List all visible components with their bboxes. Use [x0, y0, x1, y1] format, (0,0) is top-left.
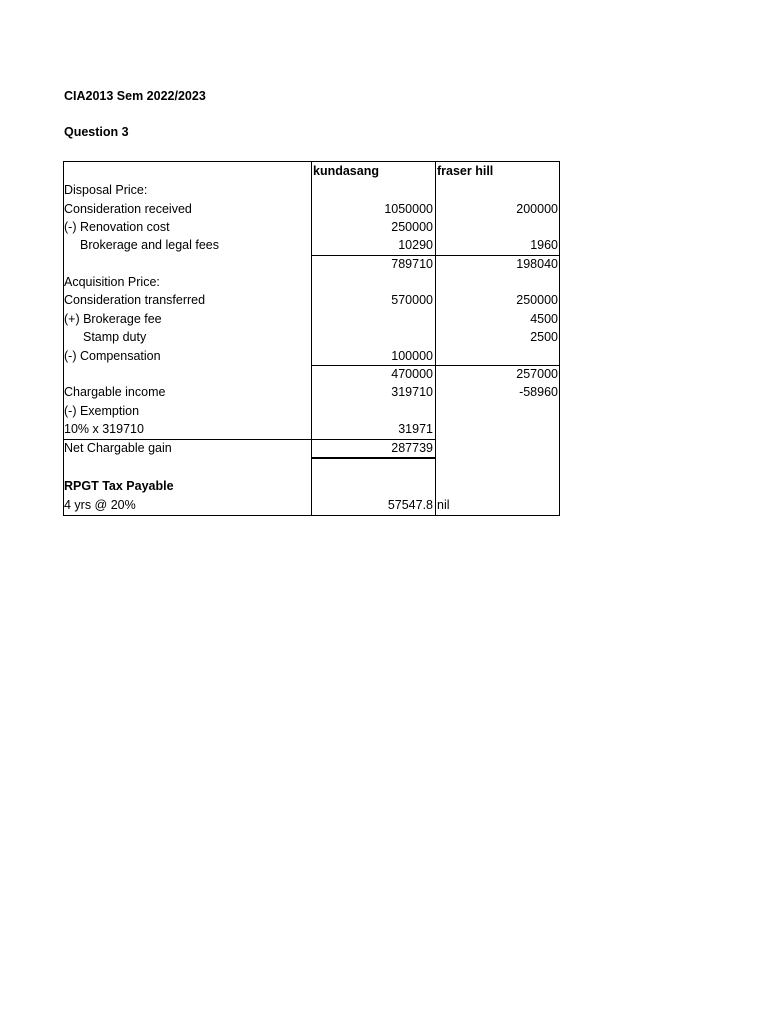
- kundasang-value: 57547.8: [387, 498, 433, 512]
- kundasang-value: 1050000: [384, 202, 433, 216]
- kundasang-value: 31971: [398, 422, 433, 436]
- row-label: RPGT Tax Payable: [64, 479, 174, 493]
- fraser-hill-value: 198040: [516, 257, 558, 271]
- fraser-hill-value: 4500: [530, 312, 558, 326]
- table-row: [64, 218, 559, 236]
- row-label: 10% x 319710: [64, 422, 144, 436]
- table-row: [64, 273, 559, 291]
- row-label: (-) Compensation: [64, 349, 161, 363]
- kundasang-value: 250000: [391, 220, 433, 234]
- page-title: CIA2013 Sem 2022/2023: [64, 89, 206, 103]
- table-row: [64, 365, 559, 383]
- table-row: [64, 383, 559, 401]
- table-row: [64, 402, 559, 420]
- row-label: Chargable income: [64, 385, 166, 399]
- row-label: (-) Renovation cost: [64, 220, 170, 234]
- column-header-kundasang: kundasang: [313, 164, 379, 178]
- row-label: Brokerage and legal fees: [80, 238, 219, 252]
- kundasang-value: 470000: [391, 367, 433, 381]
- fraser-hill-value: 200000: [516, 202, 558, 216]
- total-rule-net-gain: [311, 457, 435, 459]
- rpgt-computation-table: [63, 161, 560, 516]
- kundasang-value: 287739: [391, 441, 433, 455]
- kundasang-value: 570000: [391, 293, 433, 307]
- row-label: (+) Brokerage fee: [64, 312, 162, 326]
- row-label: Net Chargable gain: [64, 441, 172, 455]
- question-heading: Question 3: [64, 125, 129, 139]
- kundasang-value: 319710: [391, 385, 433, 399]
- table-row: [64, 255, 559, 273]
- row-label: Acquisition Price:: [64, 275, 160, 289]
- table-row: [64, 181, 559, 199]
- table-row: [64, 477, 559, 495]
- table-row: [64, 236, 559, 254]
- table-row: [64, 200, 559, 218]
- row-label: 4 yrs @ 20%: [64, 498, 136, 512]
- kundasang-value: 10290: [398, 238, 433, 252]
- kundasang-value: 789710: [391, 257, 433, 271]
- row-label: Stamp duty: [83, 330, 147, 344]
- fraser-hill-value: -58960: [519, 385, 558, 399]
- row-label: Consideration transferred: [64, 293, 206, 307]
- row-label: Disposal Price:: [64, 183, 148, 197]
- table-row: [64, 420, 559, 438]
- table-row: [64, 328, 559, 346]
- fraser-hill-value: 250000: [516, 293, 558, 307]
- row-label: Consideration received: [64, 202, 192, 216]
- table-row: [64, 291, 559, 309]
- table-row: [64, 347, 559, 365]
- table-row: [64, 496, 559, 514]
- fraser-hill-value: 257000: [516, 367, 558, 381]
- column-header-fraser-hill: fraser hill: [437, 164, 494, 178]
- table-row: [64, 310, 559, 328]
- table-header-row: [64, 162, 559, 180]
- kundasang-value: 100000: [391, 349, 433, 363]
- table-row: [64, 439, 559, 457]
- fraser-hill-value: nil: [437, 498, 450, 512]
- fraser-hill-value: 1960: [530, 238, 558, 252]
- row-label: (-) Exemption: [64, 404, 140, 418]
- fraser-hill-value: 2500: [530, 330, 558, 344]
